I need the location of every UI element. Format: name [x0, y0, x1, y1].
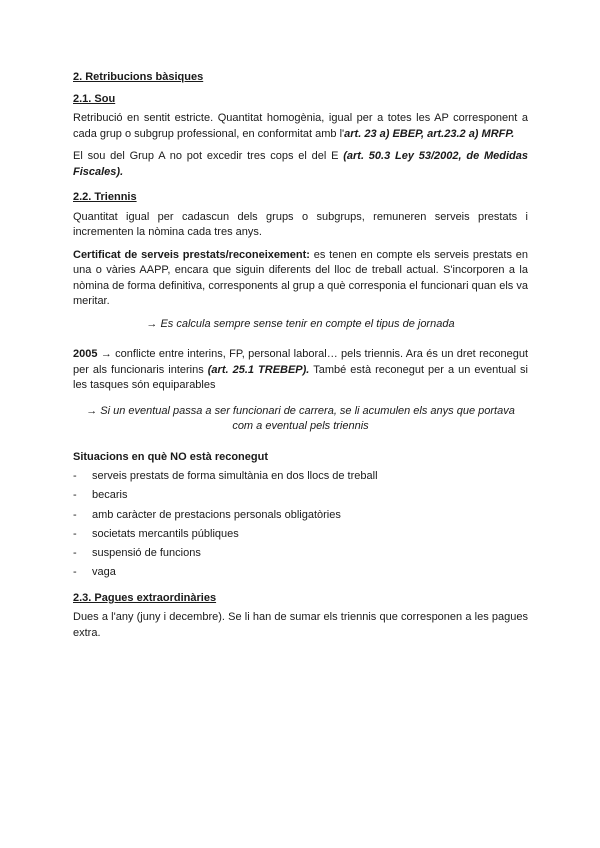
sou-p2-ref: (art. 50.3 Ley 53/2002, de Medidas Fiscales). [73, 150, 529, 178]
dash-marker: - [73, 508, 77, 521]
p3-tail: També està reconegut per a un eventual si les tasques són equiparables [73, 363, 528, 391]
not-recognized-heading: Situacions en què NO està reconegut [73, 450, 268, 463]
sou-heading: 2.1. Sou [73, 92, 116, 105]
triennis-note-2 [73, 404, 528, 435]
not-recognized-list [73, 469, 528, 581]
triennis-paragraph-1: Quantitat igual per cadascun dels grups o subgrups, remuneren serveis prestats i incrementen la nòmina cada tres anys. [73, 210, 528, 238]
dash-marker: - [73, 566, 77, 579]
section-title: 2. Retribucions bàsiques [73, 71, 204, 83]
year-label: 2005 [73, 348, 98, 360]
sou-paragraph-2 [73, 149, 528, 180]
list-item [73, 546, 528, 562]
list-item [73, 508, 528, 524]
dash-marker: - [73, 527, 77, 540]
pagues-heading: 2.3. Pagues extraordinàries [73, 591, 217, 604]
sou-paragraph-1 [73, 111, 528, 142]
sou-p1-ref: art. 23 a) EBEP, art.23.2 a) MRFP. [344, 127, 515, 140]
sou-p1-text: Retribució en sentit estricte. Quantitat homogènia, igual per a totes les AP corresponent a cada grup o subgrup professional, en conformitat amb l' [73, 112, 528, 140]
list-item [73, 527, 528, 543]
cert-text: es tenen en compte els serveis prestats en una o vàries AAPP, encara que siguin diferents del lloc de treball actual. S'incorporen a la nòmina de forma definitiva, corresponents al grup a què corresponia el funcionari quan els va meritar. [73, 248, 528, 307]
note2-line-2: com a eventual pels triennis [232, 420, 369, 432]
triennis-note-1: → Es calcula sempre sense tenir en compte el tipus de jornada [146, 317, 455, 330]
triennis-cert-paragraph [73, 248, 528, 310]
dash-marker: - [73, 547, 77, 560]
p3-ref: (art. 25.1 TREBEP). [207, 363, 310, 376]
document-content [73, 70, 528, 648]
triennis-heading: 2.2. Triennis [73, 191, 137, 203]
list-item [73, 488, 528, 504]
dash-marker: - [73, 470, 77, 482]
p3-text: → conflicte entre interins, FP, personal laboral… pels triennis. Ara és un dret reconegut per als funcionaris interins [73, 348, 528, 376]
dash-marker: - [73, 489, 77, 502]
cert-label: Certificat de serveis prestats/reconeixement: [73, 248, 310, 261]
list-item-text: serveis prestats de forma simultània en dos llocs de treball [92, 470, 378, 482]
list-item-text: societats mercantils públiques [92, 527, 239, 540]
sou-p2-text: El sou del Grup A no pot excedir tres cops el del E [73, 150, 344, 162]
pagues-paragraph-1: Dues a l'any (juny i decembre). Se li han de sumar els triennis que corresponen a les pagues extra. [73, 611, 528, 639]
note2-line-1: → Si un eventual passa a ser funcionari de carrera, se li acumulen els anys que portava [86, 404, 515, 417]
list-item-text: suspensió de funcions [92, 547, 201, 560]
list-item-text: becaris [92, 489, 128, 502]
triennis-paragraph-2005 [73, 347, 528, 394]
list-item-text: vaga [92, 566, 116, 579]
list-item [73, 565, 528, 581]
list-item [73, 469, 528, 485]
list-item-text: amb caràcter de prestacions personals obligatòries [92, 508, 341, 521]
